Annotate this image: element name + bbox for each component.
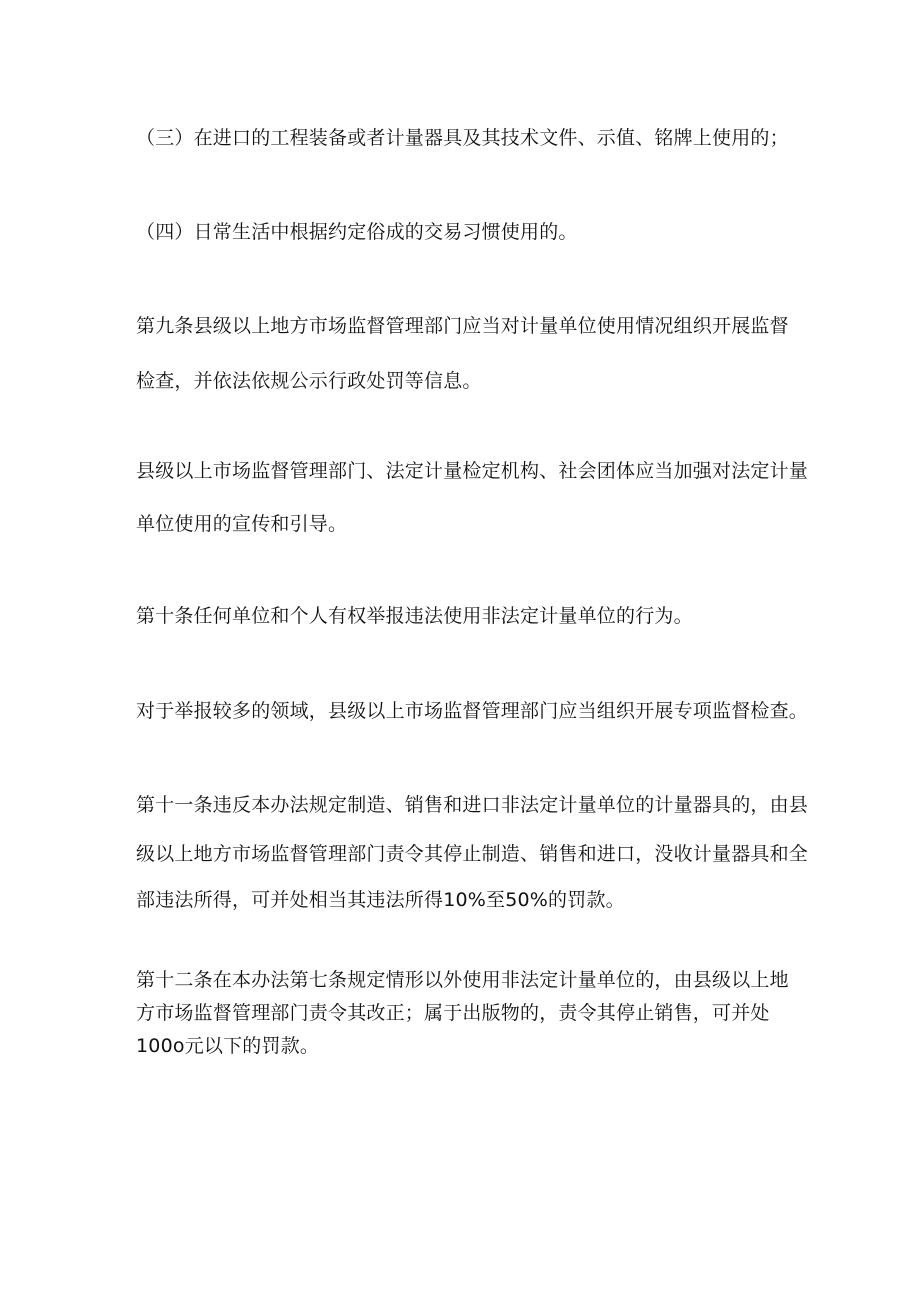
paragraph-item-3-line-1: （三）在进口的工程装备或者计量器具及其技术文件、示值、铭牌上使用的； xyxy=(136,127,789,149)
article-11-line-3: 部违法所得，可并处相当其违法所得10%至50%的罚款。 xyxy=(136,889,625,911)
article-9-line-2: 检查，并依法依规公示行政处罚等信息。 xyxy=(136,370,482,392)
article-11-line-2: 级以上地方市场监督管理部门责令其停止制造、销售和进口，没收计量器具和全 xyxy=(136,843,809,865)
publicity-paragraph-line-2: 单位使用的宣传和引导。 xyxy=(136,513,348,535)
article-9-line-1: 第九条县级以上地方市场监督管理部门应当对计量单位使用情况组织开展监督 xyxy=(136,315,789,337)
article-11-line-1: 第十一条违反本办法规定制造、销售和进口非法定计量单位的计量器具的，由县 xyxy=(136,794,809,816)
article-12-line-1: 第十二条在本办法第七条规定情形以外使用非法定计量单位的，由县级以上地 xyxy=(136,969,789,991)
article-12-line-3: 100o元以下的罚款。 xyxy=(136,1035,320,1057)
article-10-line-1: 第十条任何单位和个人有权举报违法使用非法定计量单位的行为。 xyxy=(136,605,693,627)
article-12-line-2: 方市场监督管理部门责令其改正；属于出版物的，责令其停止销售，可并处 xyxy=(136,1002,770,1024)
report-inspection-line-1: 对于举报较多的领域，县级以上市场监督管理部门应当组织开展专项监督检查。 xyxy=(136,700,809,722)
paragraph-item-4-line-1: （四）日常生活中根据约定俗成的交易习惯使用的。 xyxy=(136,221,578,243)
publicity-paragraph-line-1: 县级以上市场监督管理部门、法定计量检定机构、社会团体应当加强对法定计量 xyxy=(136,460,809,482)
